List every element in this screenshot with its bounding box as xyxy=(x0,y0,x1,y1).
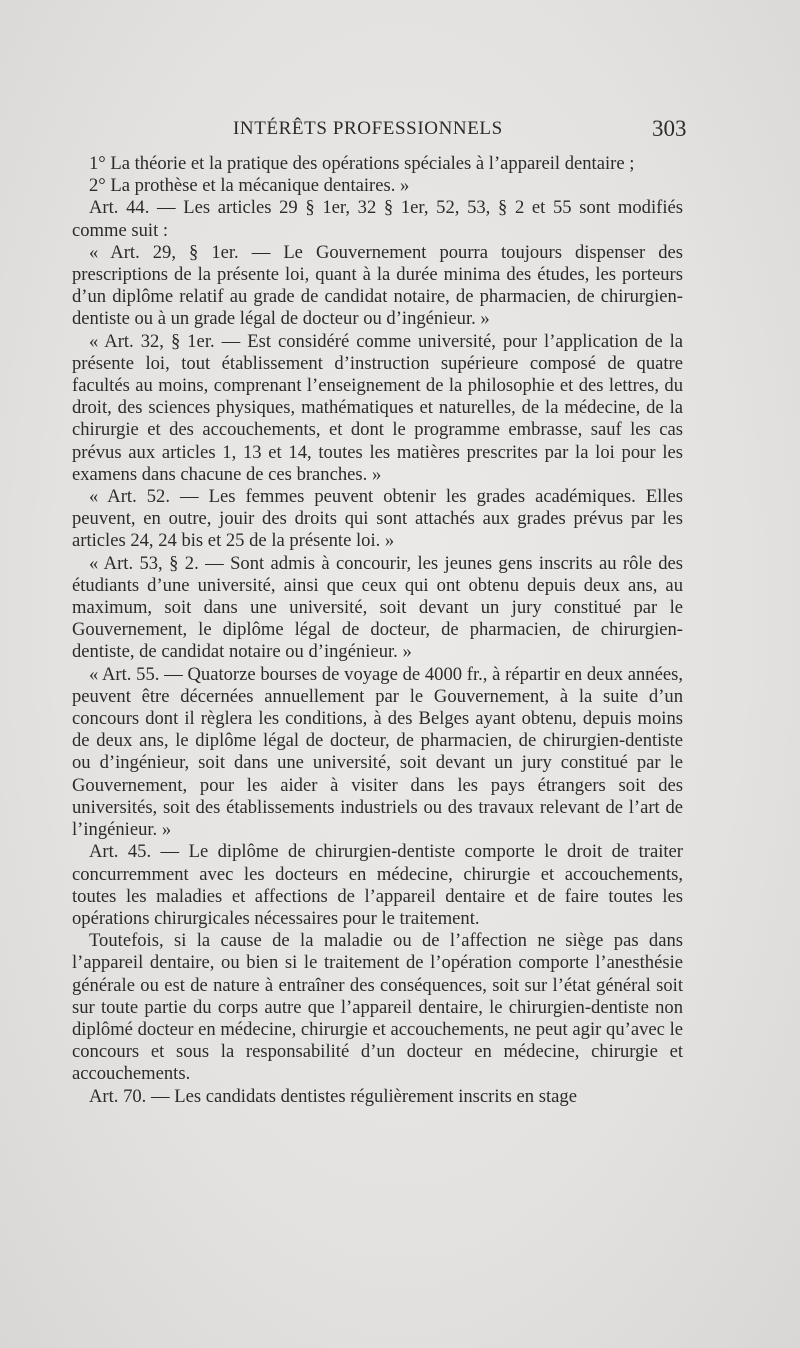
page-header xyxy=(0,118,800,148)
paragraph-5: « Art. 32, § 1er. — Est considéré comme université, pour l’application de la présente loi, tout établissement d’instruction supérieure composé de quatre facultés au moins, comprenant l’enseignement de la philosophie et des lettres, du droit, des sciences physiques, mathématiques et naturelles, de la médecine, de la chirurgie et des accouchements, et dont le programme embrasse, sauf les cas prévus aux articles 1, 13 et 14, toutes les matières prescrites par la loi pour les examens dans chacune de ces branches. » xyxy=(72,330,683,485)
page-number: 303 xyxy=(652,116,687,141)
body-text xyxy=(72,153,683,1108)
paragraph-10: Toutefois, si la cause de la maladie ou de l’affection ne siège pas dans l’appareil dentaire, ou bien si le traitement de l’opération comporte l’anesthésie générale ou est de nature à entraîner des conséquences, soit sur l’état général soit sur toute partie du corps autre que l’appareil dentaire, le chirurgien-dentiste non diplômé docteur en médecine, chirurgie et accouchements, ne peut agir qu’avec le concours et sous la responsabilité d’un docteur en médecine, chirurgie et accouchements. xyxy=(72,930,683,1085)
paragraph-7: « Art. 53, § 2. — Sont admis à concourir, les jeunes gens inscrits au rôle des étudiants d’une université, ainsi que ceux qui ont obtenu depuis deux ans, au maximum, soit dans une université, soit devant un jury constitué par le Gouvernement, le diplôme légal de docteur, de pharmacien, de chirurgien-dentiste, de candidat notaire ou d’ingénieur. » xyxy=(72,552,683,663)
paragraph-2: 2° La prothèse et la mécanique dentaires. » xyxy=(89,175,410,197)
running-title: INTÉRÊTS PROFESSIONNELS xyxy=(233,118,503,139)
paragraph-11: Art. 70. — Les candidats dentistes régulièrement inscrits en stage xyxy=(89,1085,577,1107)
paragraph-6: « Art. 52. — Les femmes peuvent obtenir les grades académiques. Elles peuvent, en outre, jouir des droits qui sont attachés aux grades prévus par les articles 24, 24 bis et 25 de la présente loi. » xyxy=(72,486,683,552)
paragraph-4: « Art. 29, § 1er. — Le Gouvernement pourra toujours dispenser des prescriptions de la présente loi, quant à la durée minima des études, les porteurs d’un diplôme relatif au grade de candidat notaire, de pharmacien, de chirurgien-dentiste ou à un grade légal de docteur ou d’ingénieur. » xyxy=(72,241,683,330)
paragraph-1: 1° La théorie et la pratique des opérations spéciales à l’appareil dentaire ; xyxy=(89,153,635,174)
paragraph-9: Art. 45. — Le diplôme de chirurgien-dentiste comporte le droit de traiter concurremment avec les docteurs en médecine, chirurgie et accouchements, toutes les maladies et affections de l’appareil dentaire et de faire toutes les opérations chirurgicales nécessaires pour le traitement. xyxy=(72,841,683,929)
paragraph-3: Art. 44. — Les articles 29 § 1er, 32 § 1er, 52, 53, § 2 et 55 sont modifiés comme suit : xyxy=(72,197,683,241)
paragraph-8: « Art. 55. — Quatorze bourses de voyage de 4000 fr., à répartir en deux années, peuvent être décernées annuellement par le Gouvernement, à la suite d’un concours dont il règlera les conditions, à des Belges ayant obtenu, depuis moins de deux ans, le diplôme légal de docteur, de pharmacien, de chirurgien-dentiste ou d’ingénieur, soit dans une université, soit devant un jury constitué par le Gouvernement, pour les aider à visiter dans les pays étrangers soit des universités, soit des établissements industriels ou des travaux relevant de l’art de l’ingénieur. » xyxy=(72,663,683,841)
